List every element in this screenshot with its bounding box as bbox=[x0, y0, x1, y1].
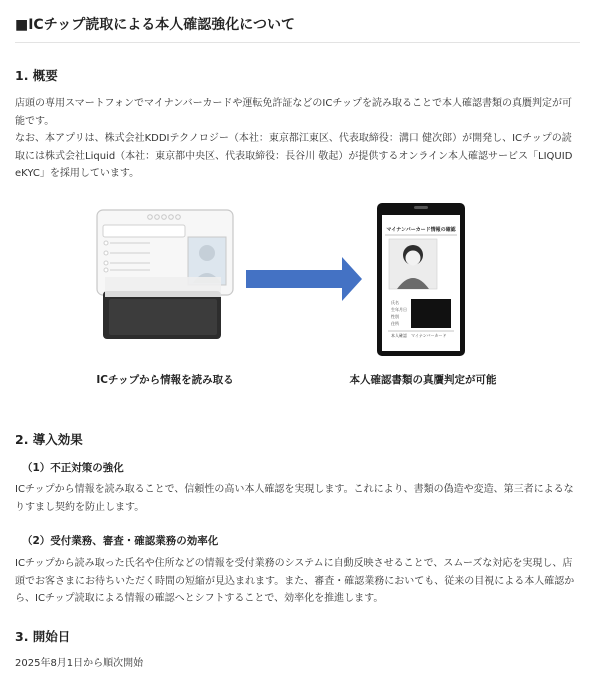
phone-field-gender: 性別 bbox=[391, 314, 399, 319]
phone-field-birthdate: 生年月日 bbox=[391, 307, 407, 312]
caption-authenticity-check: 本人確認書類の真贋判定が可能 bbox=[349, 374, 497, 386]
title-divider bbox=[15, 42, 580, 43]
phone-field-name: 氏名 bbox=[391, 300, 399, 305]
phone-illustration bbox=[377, 203, 465, 356]
phone-field-address: 住所 bbox=[391, 321, 399, 326]
right-arrow-icon bbox=[246, 257, 362, 301]
phone-footer-value: マイナンバーカード bbox=[411, 333, 447, 338]
phone-header-text: マイナンバーカード情報の確認 bbox=[386, 227, 456, 233]
ic-chip-diagram bbox=[0, 195, 590, 365]
overview-paragraph-2: なお、本アプリは、株式会社KDDIテクノロジー（本社：東京都江東区、代表取締役：溝口 健次郎）が開発し、ICチップの読取には株式会社Liquid（本社：東京都中央区、代表取締役：長谷川 敬起）が提供するオンライン本人確認サービス「LIQUID eKYC」を採用しています。 bbox=[15, 133, 573, 179]
phone-footer-label: 本人確認 bbox=[391, 333, 407, 338]
effect-2-heading: （2）受付業務、審査・確認業務の効率化 bbox=[22, 535, 219, 547]
section-start-date-heading: 3. 開始日 bbox=[15, 629, 71, 644]
card-reader-illustration bbox=[97, 210, 233, 339]
effect-1-heading: （1）不正対策の強化 bbox=[22, 462, 124, 474]
section-effects-heading: 2. 導入効果 bbox=[15, 432, 83, 447]
caption-read-ic-chip: ICチップから情報を読み取る bbox=[96, 374, 234, 386]
page-title: ■ICチップ読取による本人確認強化について bbox=[15, 17, 296, 33]
start-date-text: 2025年8月1日から順次開始 bbox=[15, 658, 144, 669]
overview-paragraph-1: 店頭の専用スマートフォンでマイナンバーカードや運転免許証などのICチップを読み取ることで本人確認書類の真贋判定が可能です。 bbox=[15, 98, 573, 127]
section-overview-heading: 1. 概要 bbox=[15, 68, 58, 83]
effect-1-text: ICチップから情報を読み取ることで、信頼性の高い本人確認を実現します。これにより、書類の偽造や変造、第三者によるなりすまし契約を防止します。 bbox=[15, 484, 574, 513]
effect-2-text: ICチップから読み取った氏名や住所などの情報を受付業務のシステムに自動反映させることで、スムーズな対応を実現し、店頭でお客さまにお待ちいただく時間の短縮が見込まれます。また、審査・確認業務においても、従来の目視による本人確認から、ICチップ読取による情報の確認へとシフトすることで、効率化を推進します。 bbox=[15, 558, 575, 604]
